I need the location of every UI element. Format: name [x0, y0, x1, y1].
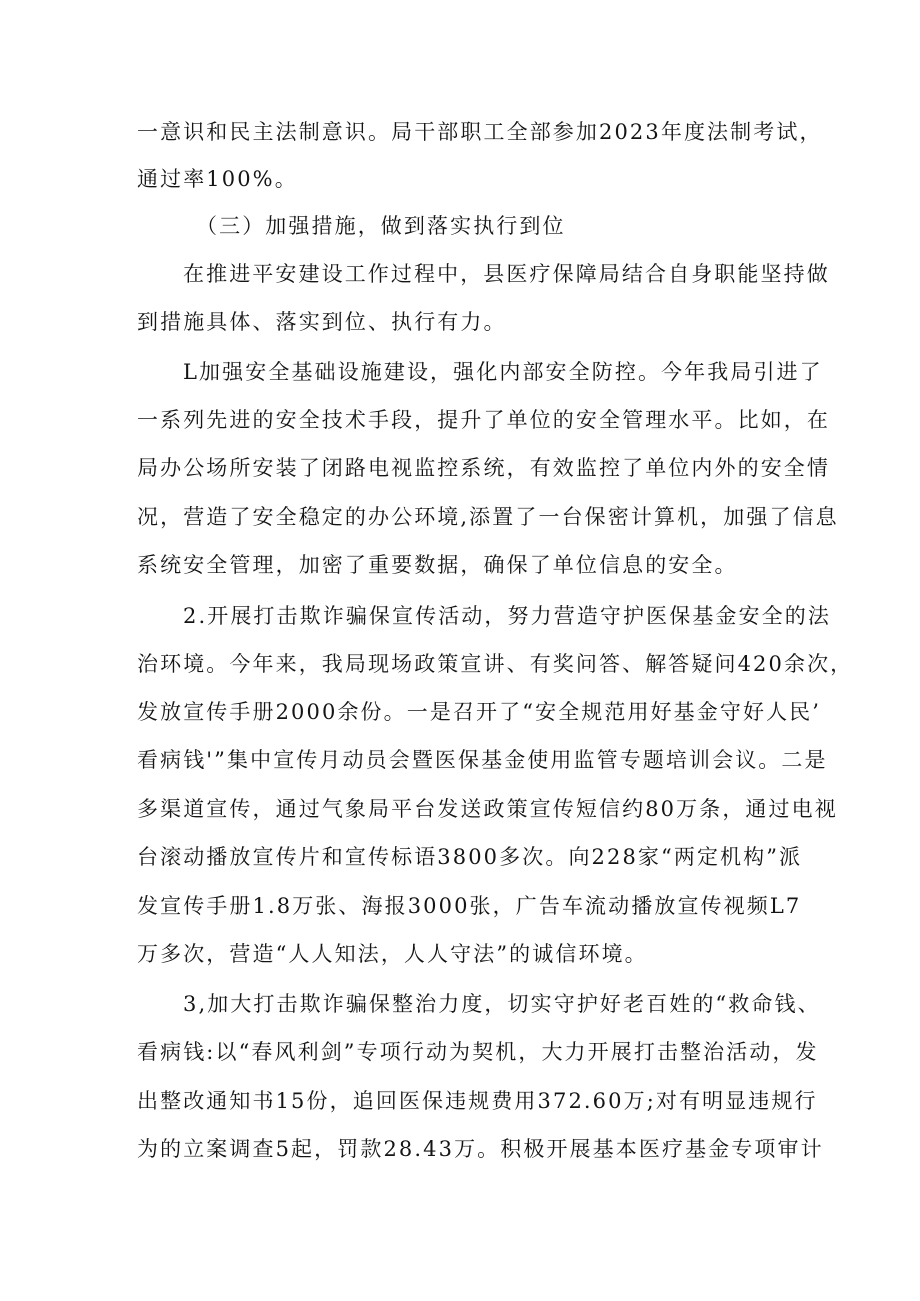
text-line: 系统安全管理，加密了重要数据，确保了单位信息的安全。: [137, 553, 738, 577]
text-line: 3,加大打击欺诈骗保整治力度，切实守护好老百姓的“救命钱、: [183, 992, 821, 1016]
text-line: 一系列先进的安全技术手段，提升了单位的安全管理水平。比如，在: [137, 408, 830, 432]
text-line: 通过率100%。: [137, 167, 298, 191]
text-line: 况，营造了安全稳定的办公环境,添置了一台保密计算机，加强了信息: [137, 505, 839, 529]
text-line: 发宣传手册1.8万张、海报3000张，广告车流动播放宣传视频L7: [137, 894, 802, 918]
text-line: 看病钱'”集中宣传月动员会暨医保基金使用监管专题培训会议。二是: [137, 748, 828, 772]
text-line: 为的立案调查5起，罚款28.43万。积极开展基本医疗基金专项审计: [137, 1137, 824, 1161]
text-line: 局办公场所安装了闭路电视监控系统，有效监控了单位内外的安全情: [137, 456, 830, 480]
text-line: 多渠道宣传，通过气象局平台发送政策宣传短信约80万条，通过电视: [137, 797, 838, 821]
text-line: 万多次，营造“人人知法，人人守法”的诚信环境。: [137, 942, 648, 966]
text-line: 2.开展打击欺诈骗保宣传活动，努力营造守护医保基金安全的法: [183, 604, 831, 628]
text-line: 在推进平安建设工作过程中，县医疗保障局结合自身职能坚持做: [183, 262, 830, 286]
text-line: 一意识和民主法制意识。局干部职工全部参加2023年度法制考试，: [137, 120, 823, 144]
text-line: 治环境。今年来，我局现场政策宣讲、有奖问答、解答疑问420余次，: [137, 652, 854, 676]
text-line: 出整改通知书15份，追回医保违规费用372.60万;对有明显违规行: [137, 1089, 818, 1113]
text-line: 发放宣传手册2000余份。一是召开了“安全规范用好基金守好人民’: [137, 700, 822, 724]
section-heading: （三）加强措施，做到落实执行到位: [196, 214, 566, 238]
text-line: 到措施具体、落实到位、执行有力。: [137, 310, 507, 334]
text-line: 台滚动播放宣传片和宣传标语3800多次。向228家“两定机构”派: [137, 845, 803, 869]
text-line: 看病钱:以“春风利剑”专项行动为契机，大力开展打击整治活动，发: [137, 1040, 819, 1064]
text-line: L加强安全基础设施建设，强化内部安全防控。今年我局引进了: [183, 360, 823, 384]
